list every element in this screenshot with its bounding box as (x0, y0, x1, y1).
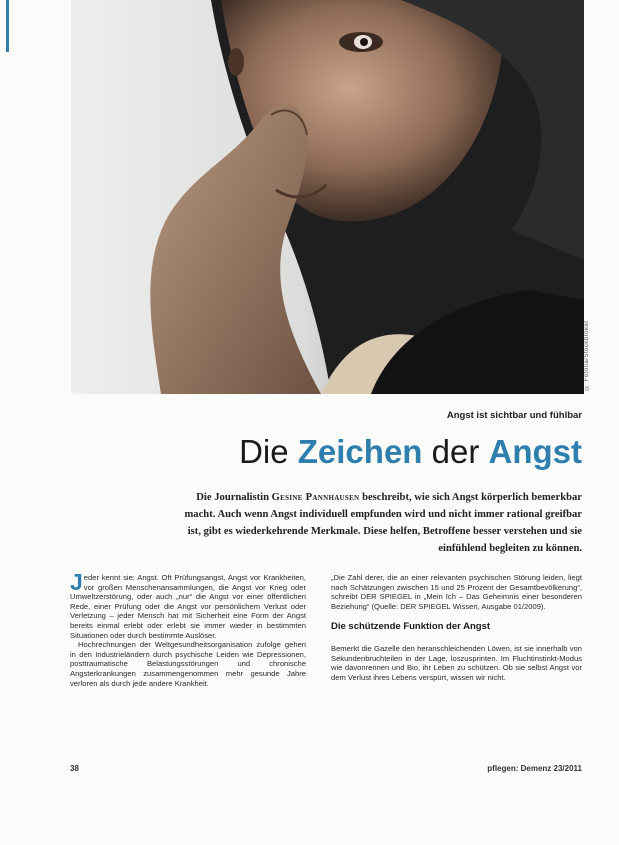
article-kicker: Angst ist sichtbar und fühlbar (446, 410, 582, 421)
lead-text: beschreibt, wie sich Angst körperlich bemerkbar macht. Auch wenn Angst individuell empfunden wird und nicht immer rational greifbar ist, gibt es wiederkehrende Merkmale. Diese helfen, Betroffene besser verstehen und sie einfühlend begleiten zu können. (184, 492, 582, 554)
headline-part: der (422, 433, 489, 470)
headline-accent: Zeichen (297, 433, 423, 470)
article-headline (150, 427, 582, 477)
body-column-left (70, 569, 306, 688)
headline-part: Die (239, 433, 298, 470)
body-paragraph: Bemerkt die Gazelle den heranschleichenden Löwen, ist sie innerhalb von Sekundenbruchteilen in der Lage, loszusprinten. Im Fluchtinstinkt-Modus wie davonrennen und Bio, ihr Leben zu schützen. Ob sie selbst Angst vor dem Verlust ihres Lebens verspürt, wissen wir nicht. (331, 643, 582, 682)
lead-author: Gesine Pannhausen (271, 492, 360, 503)
article-lead (175, 489, 582, 557)
magazine-footer: pflegen: Demenz 23/2011 (487, 764, 582, 773)
body-paragraph: Hochrechnungen der Weltgesundheitsorganisation zufolge gehen in den Industrieländern durch psychische Leiden wie Depressionen, posttraumatische Belastungsstörungen und chronische Angsterkrankungen zusammengenommen mehr gesunde Jahre verloren als durch jede andere Krankheit. (70, 640, 306, 688)
photo-credit: © Fotolia/Stockbroker (584, 320, 590, 390)
page-number: 38 (70, 764, 79, 773)
drop-cap: J (70, 569, 83, 595)
section-subheading: Die schützende Funktion der Angst (331, 621, 491, 633)
article-photo (71, 0, 584, 394)
paragraph-text: eder kennt sie: Angst. Oft Prüfungsangst, Angst vor Krankheiten, vor großen Menschenansammlungen, die Angst vor Krieg oder Umweltzerstörung, oder auch „nur“ die Angst vor einer öffentlichen Rede, einer Prüfung oder die Angst vor persönlichem Verlust oder Verletzung – jeder Mensch hat mit Sicherheit eine Form der Angst bereits einmal erlebt oder erlebt sie immer wieder in bestimmten Situationen oder durch bestimmte Auslöser. (70, 573, 306, 640)
lead-intro: Die Journalistin (196, 492, 272, 503)
accent-bar (6, 0, 9, 52)
body-column-right (331, 573, 582, 682)
body-paragraph: „Die Zahl derer, die an einer relevanten psychischen Störung leiden, liegt nach Schätzungen zwischen 15 und 25 Prozent der Gesamtbevölkerung“, schreibt DER SPIEGEL in „Mein Ich – Das Geheimnis einer besonderen Beziehung“ (Quelle: DER SPIEGEL Wissen, Ausgabe 01/2009). (331, 573, 582, 611)
headline-accent: Angst (488, 433, 582, 470)
body-paragraph (70, 569, 306, 640)
